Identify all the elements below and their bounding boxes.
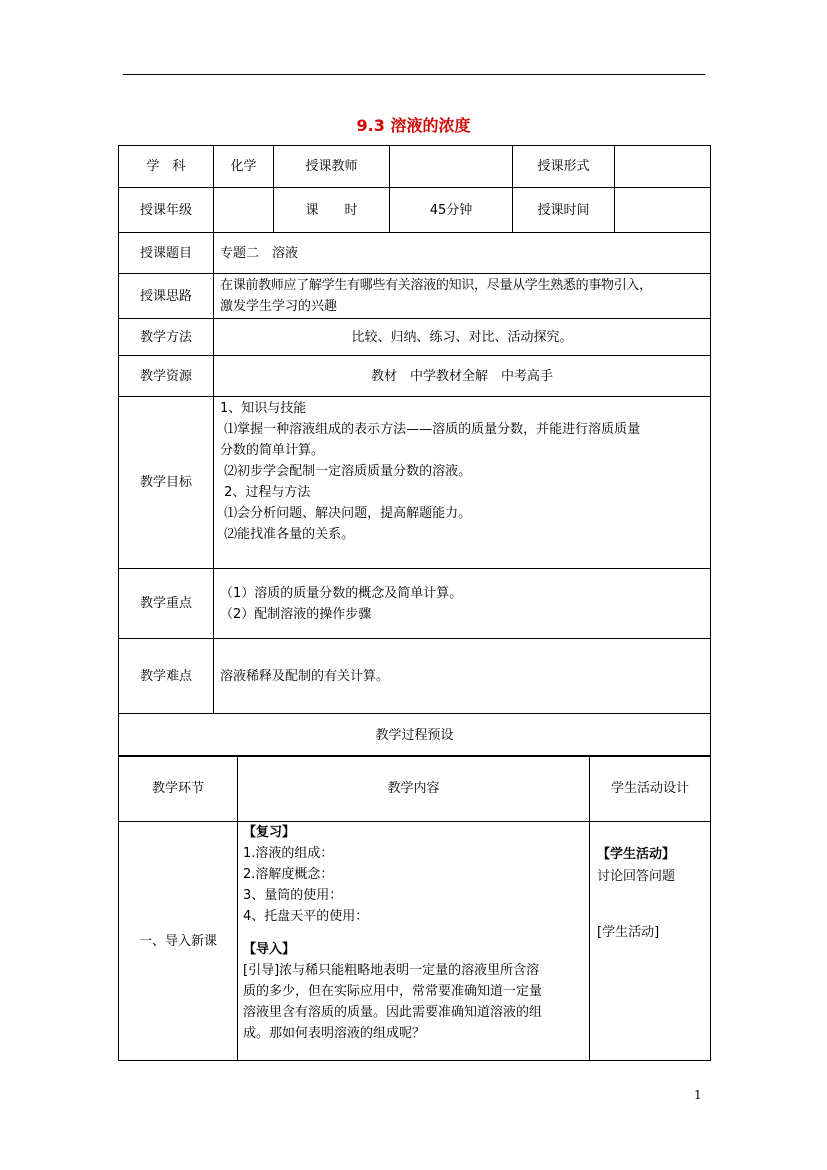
goal-line: ⑴会分析问题、解决问题，提高解题能力。	[220, 506, 472, 521]
grade-value	[214, 188, 274, 233]
hours-value: 45分钟	[390, 188, 513, 233]
content-line: 【复习】	[243, 825, 296, 840]
content-line: 4、托盘天平的使用：	[243, 909, 369, 924]
teacher-label: 授课教师	[274, 146, 390, 188]
process-heading: 教学过程预设	[119, 714, 711, 757]
goal-line: 分数的简单计算。	[220, 443, 325, 458]
activity-line: [学生活动]	[597, 925, 660, 940]
detail-table	[118, 232, 711, 757]
content-line: [引导]浓与稀只能粗略地表明一定量的溶液里所含溶	[243, 963, 540, 978]
goal-line: ⑵能找准各量的关系。	[220, 527, 355, 542]
goal-text	[214, 397, 711, 569]
process-table	[118, 755, 711, 1061]
content-line: 2.溶解度概念：	[243, 867, 334, 882]
page-number: 1	[694, 1088, 702, 1102]
info-table	[118, 145, 711, 233]
page-title: 9.3 溶液的浓度	[356, 116, 471, 135]
activity-line: 【学生活动】	[597, 847, 676, 862]
approach-text	[214, 274, 711, 319]
hours-label: 课 时	[274, 188, 390, 233]
key-line: （2）配制溶液的操作步骤	[220, 606, 372, 622]
key-text	[214, 569, 711, 639]
method-label: 教学方法	[119, 319, 214, 356]
goal-line: ⑴掌握一种溶液组成的表示方法——溶质的质量分数，并能进行溶质质量	[220, 422, 641, 437]
time-value	[615, 188, 711, 233]
method-value: 比较、归纳、练习、对比、活动探究。	[214, 319, 711, 356]
subject-value: 化学	[214, 146, 274, 188]
difficulty-value: 溶液稀释及配制的有关计算。	[214, 639, 711, 714]
content-line: 【导入】	[243, 942, 296, 957]
approach-line: 激发学生学习的兴趣	[220, 299, 338, 314]
goal-line: ⑵初步学会配制一定溶质质量分数的溶液。	[220, 464, 472, 479]
content-line: 成。那如何表明溶液的组成呢？	[243, 1026, 426, 1041]
teacher-value	[390, 146, 513, 188]
stage-cell: 一、导入新课	[119, 822, 238, 1061]
col-stage-header: 教学环节	[119, 756, 238, 822]
activity-cell	[590, 822, 711, 1061]
content-line: 3、量筒的使用：	[243, 888, 343, 903]
content-line: 1.溶液的组成：	[243, 846, 334, 861]
content-line: 质的多少，但在实际应用中，常常要准确知道一定量	[243, 984, 543, 999]
content-line: 溶液里含有溶质的质量。因此需要准确知道溶液的组	[243, 1005, 543, 1020]
form-label: 授课形式	[513, 146, 615, 188]
key-line: （1）溶质的质量分数的概念及简单计算。	[220, 585, 463, 601]
col-activity-header: 学生活动设计	[590, 756, 711, 822]
goal-line: 2、过程与方法	[220, 485, 311, 500]
resource-label: 教学资源	[119, 356, 214, 397]
activity-line: 讨论回答问题	[597, 869, 676, 884]
grade-label: 授课年级	[119, 188, 214, 233]
approach-label: 授课思路	[119, 274, 214, 319]
form-value	[615, 146, 711, 188]
topic-label: 授课题目	[119, 233, 214, 274]
content-line	[243, 927, 583, 939]
content-cell	[238, 822, 590, 1061]
approach-line: 在课前教师应了解学生有哪些有关溶液的知识，尽量从学生熟悉的事物引入，	[220, 278, 652, 293]
resource-value: 教材 中学教材全解 中考高手	[214, 356, 711, 397]
subject-label: 学 科	[119, 146, 214, 188]
topic-value: 专题二 溶液	[214, 233, 711, 274]
key-label: 教学重点	[119, 569, 214, 639]
col-content-header: 教学内容	[238, 756, 590, 822]
goal-label: 教学目标	[119, 397, 214, 569]
header-rule	[123, 74, 705, 75]
time-label: 授课时间	[513, 188, 615, 233]
goal-line: 1、知识与技能	[220, 401, 307, 416]
difficulty-label: 教学难点	[119, 639, 214, 714]
